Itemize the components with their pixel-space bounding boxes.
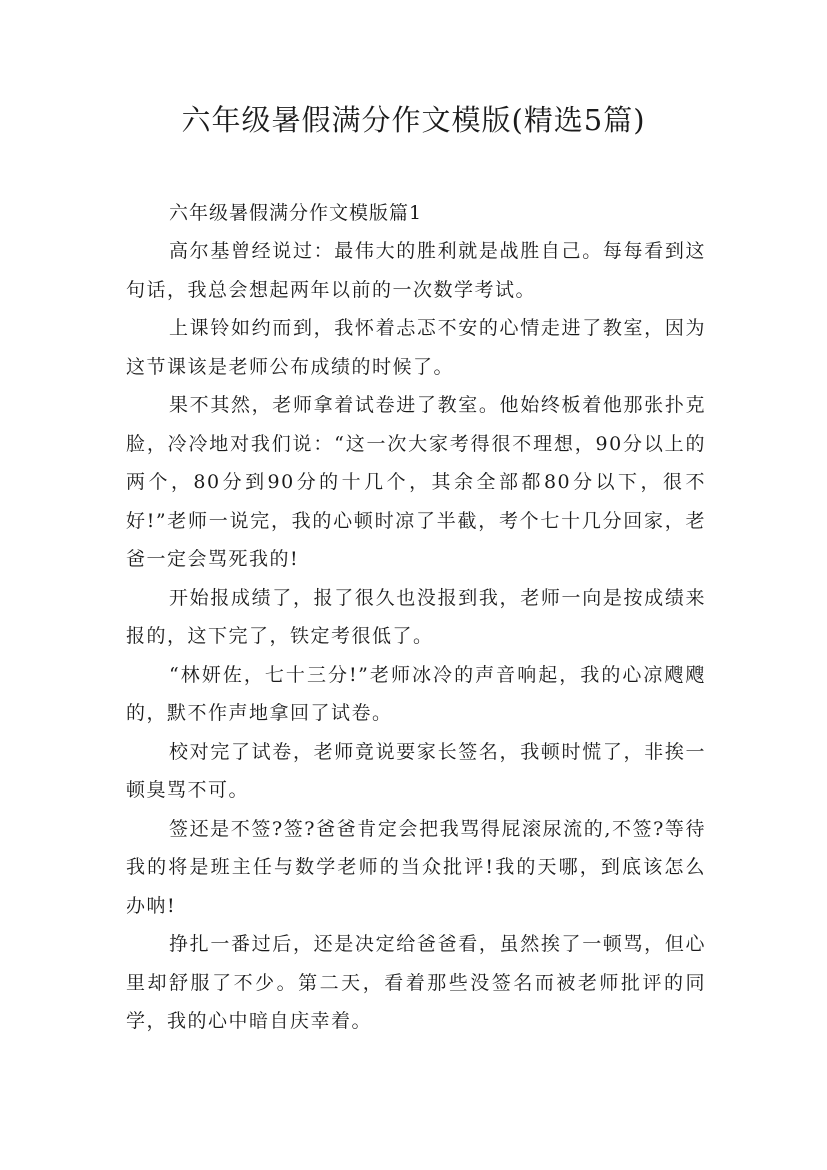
paragraph-7: 签还是不签?签?爸爸肯定会把我骂得屁滚尿流的,不签?等待我的将是班主任与数学老师的当众批评!我的天哪，到底该怎么办呐! <box>126 817 706 917</box>
paragraph-8: 挣扎一番过后，还是决定给爸爸看，虽然挨了一顿骂，但心里却舒服了不少。第二天，看着那些没签名而被老师批评的同学，我的心中暗自庆幸着。 <box>126 933 706 1032</box>
document-title: 六年级暑假满分作文模版(精选5篇) <box>181 103 646 137</box>
paragraph-2: 上课铃如约而到，我怀着忐忑不安的心情走进了教室，因为这节课该是老师公布成绩的时候了。 <box>126 317 706 378</box>
paragraph-6: 校对完了试卷，老师竟说要家长签名，我顿时慌了，非挨一顿臭骂不可。 <box>126 740 706 801</box>
document-body <box>126 194 706 1041</box>
paragraph-5: “林妍佐，七十三分!”老师冰冷的声音响起，我的心凉飕飕的，默不作声地拿回了试卷。 <box>126 663 706 724</box>
section-heading: 六年级暑假满分作文模版篇1 <box>169 202 423 224</box>
paragraph-3: 果不其然，老师拿着试卷进了教室。他始终板着他那张扑克脸，冷冷地对我们说：“这一次大家考得很不理想，90分以上的两个，80分到90分的十几个，其余全部都80分以下，很不好!”老师一说完，我的心顿时凉了半截，考个七十几分回家，老爸一定会骂死我的! <box>126 394 706 570</box>
paragraph-4: 开始报成绩了，报了很久也没报到我，老师一向是按成绩来报的，这下完了，铁定考很低了。 <box>126 586 706 647</box>
paragraph-1: 高尔基曾经说过：最伟大的胜利就是战胜自己。每每看到这句话，我总会想起两年以前的一次数学考试。 <box>126 240 706 301</box>
